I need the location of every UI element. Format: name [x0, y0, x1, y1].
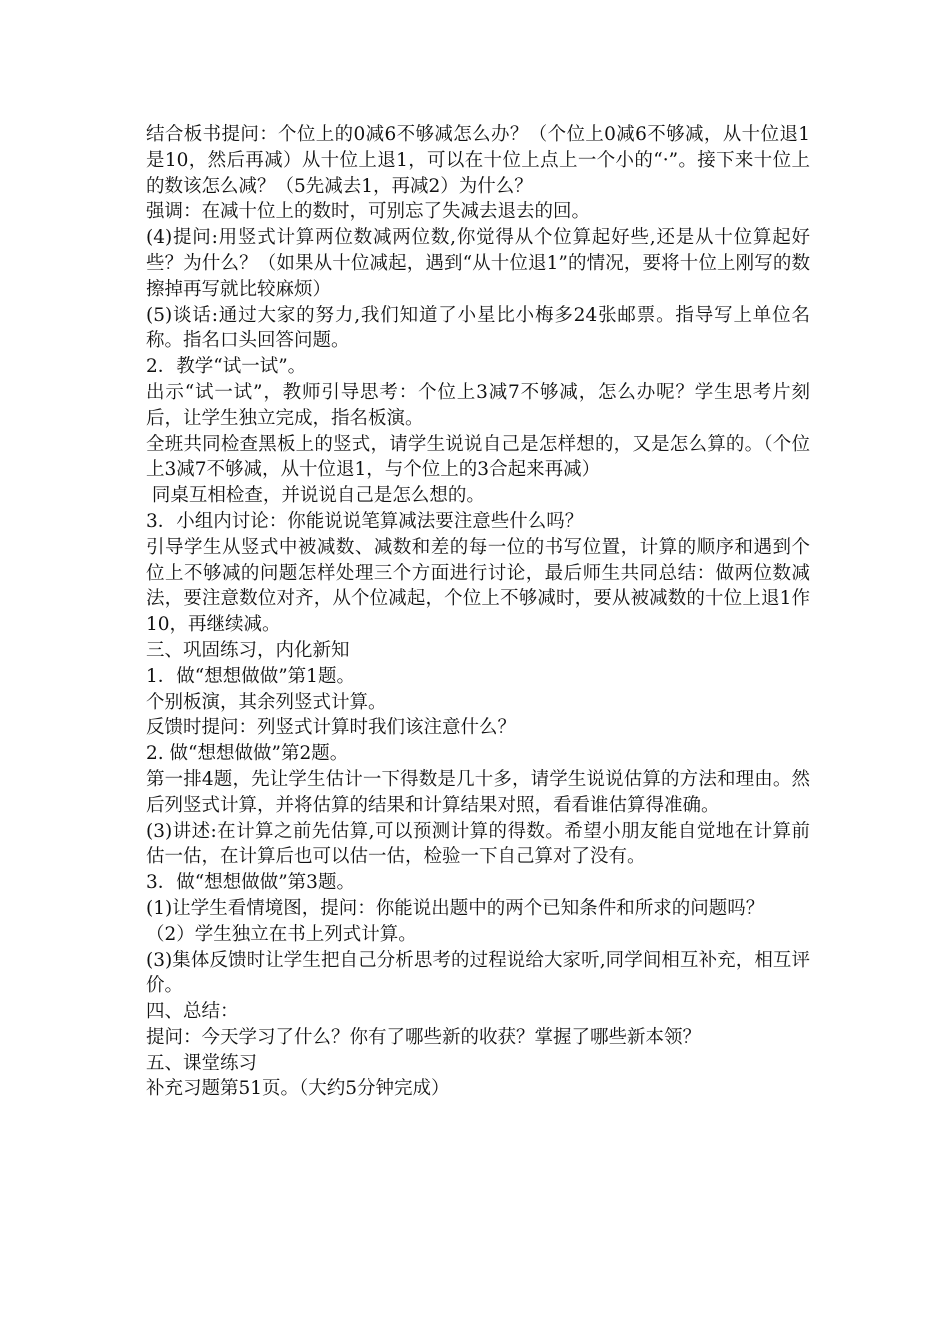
heading-group-discussion: 3．小组内讨论：你能说说笔算减法要注意些什么吗？	[146, 510, 584, 532]
paragraph-situation-picture: (1)让学生看情境图，提问：你能说出题中的两个已知条件和所求的问题吗？	[146, 897, 765, 919]
paragraph-collective-feedback: (3)集体反馈时让学生把自己分析思考的过程说给大家听,同学间相互补充，相互评价。	[146, 949, 810, 997]
section-heading-summary: 四、总结：	[146, 1001, 239, 1023]
heading-try-it: 2．教学“试一试”。	[146, 356, 307, 378]
section-heading-practice: 三、巩固练习，内化新知	[146, 639, 350, 661]
paragraph-independent-calc: （2）学生独立在书上列式计算。	[146, 923, 417, 945]
paragraph-question-4: (4)提问:用竖式计算两位数减两位数,你觉得从个位算起好些,还是从十位算起好些？为什么？（如果从十位减起，遇到“从十位退1”的情况，要将十位上刚写的数擦掉再写就比较麻烦）	[146, 227, 810, 300]
document-body	[146, 122, 810, 1102]
paragraph-summary-question: 提问：今天学习了什么？你有了哪些新的收获？掌握了哪些新本领？	[146, 1026, 702, 1048]
paragraph-supplementary-exercise: 补充习题第51页。（大约5分钟完成）	[146, 1078, 450, 1100]
paragraph-guide-discussion: 引导学生从竖式中被减数、减数和差的每一位的书写位置，计算的顺序和遇到个位上不够减的问题怎样处理三个方面进行讨论，最后师生共同总结：做两位数减法，要注意数位对齐，从个位减起，个位上不够减时，要从被减数的十位上退1作10，再继续减。	[146, 536, 810, 636]
heading-exercise-2: 2. 做“想想做做”第2题。	[146, 743, 349, 765]
paragraph-board-question: 结合板书提问：个位上的0减6不够减怎么办？（个位上0减6不够减，从十位退1是10，然后再减）从十位上退1，可以在十位上点上一个小的“·”。接下来十位上的数该怎么减？（5先减去1，再减2）为什么？	[146, 124, 810, 197]
paragraph-show-try-it: 出示“试一试”，教师引导思考：个位上3减7不够减，怎么办呢？学生思考片刻后，让学生独立完成，指名板演。	[146, 381, 810, 429]
paragraph-class-check: 全班共同检查黑板上的竖式，请学生说说自己是怎样想的，又是怎么算的。（个位上3减7不够减，从十位退1，与个位上的3合起来再减）	[146, 433, 810, 481]
heading-exercise-3: 3．做“想想做做”第3题。	[146, 872, 355, 894]
paragraph-board-demo: 个别板演，其余列竖式计算。	[146, 691, 387, 713]
paragraph-emphasis: 强调：在减十位上的数时，可别忘了失减去退去的回。	[146, 201, 591, 223]
heading-exercise-1: 1．做“想想做做”第1题。	[146, 665, 355, 687]
paragraph-estimate: 第一排4题，先让学生估计一下得数是几十多，请学生说说估算的方法和理由。然后列竖式计算，并将估算的结果和计算结果对照，看看谁估算得准确。	[146, 768, 810, 816]
paragraph-talk-5: (5)谈话:通过大家的努力,我们知道了小星比小梅多24张邮票。指导写上单位名称。指名口头回答问题。	[146, 304, 810, 352]
section-heading-classroom-practice: 五、课堂练习	[146, 1052, 258, 1074]
paragraph-peer-check: 同桌互相检查，并说说自己是怎么想的。	[146, 485, 485, 507]
paragraph-narrate-3: (3)讲述:在计算之前先估算,可以预测计算的得数。希望小朋友能自觉地在计算前估一估，在计算后也可以估一估，检验一下自己算对了没有。	[146, 820, 810, 868]
paragraph-feedback-question: 反馈时提问：列竖式计算时我们该注意什么？	[146, 717, 517, 739]
